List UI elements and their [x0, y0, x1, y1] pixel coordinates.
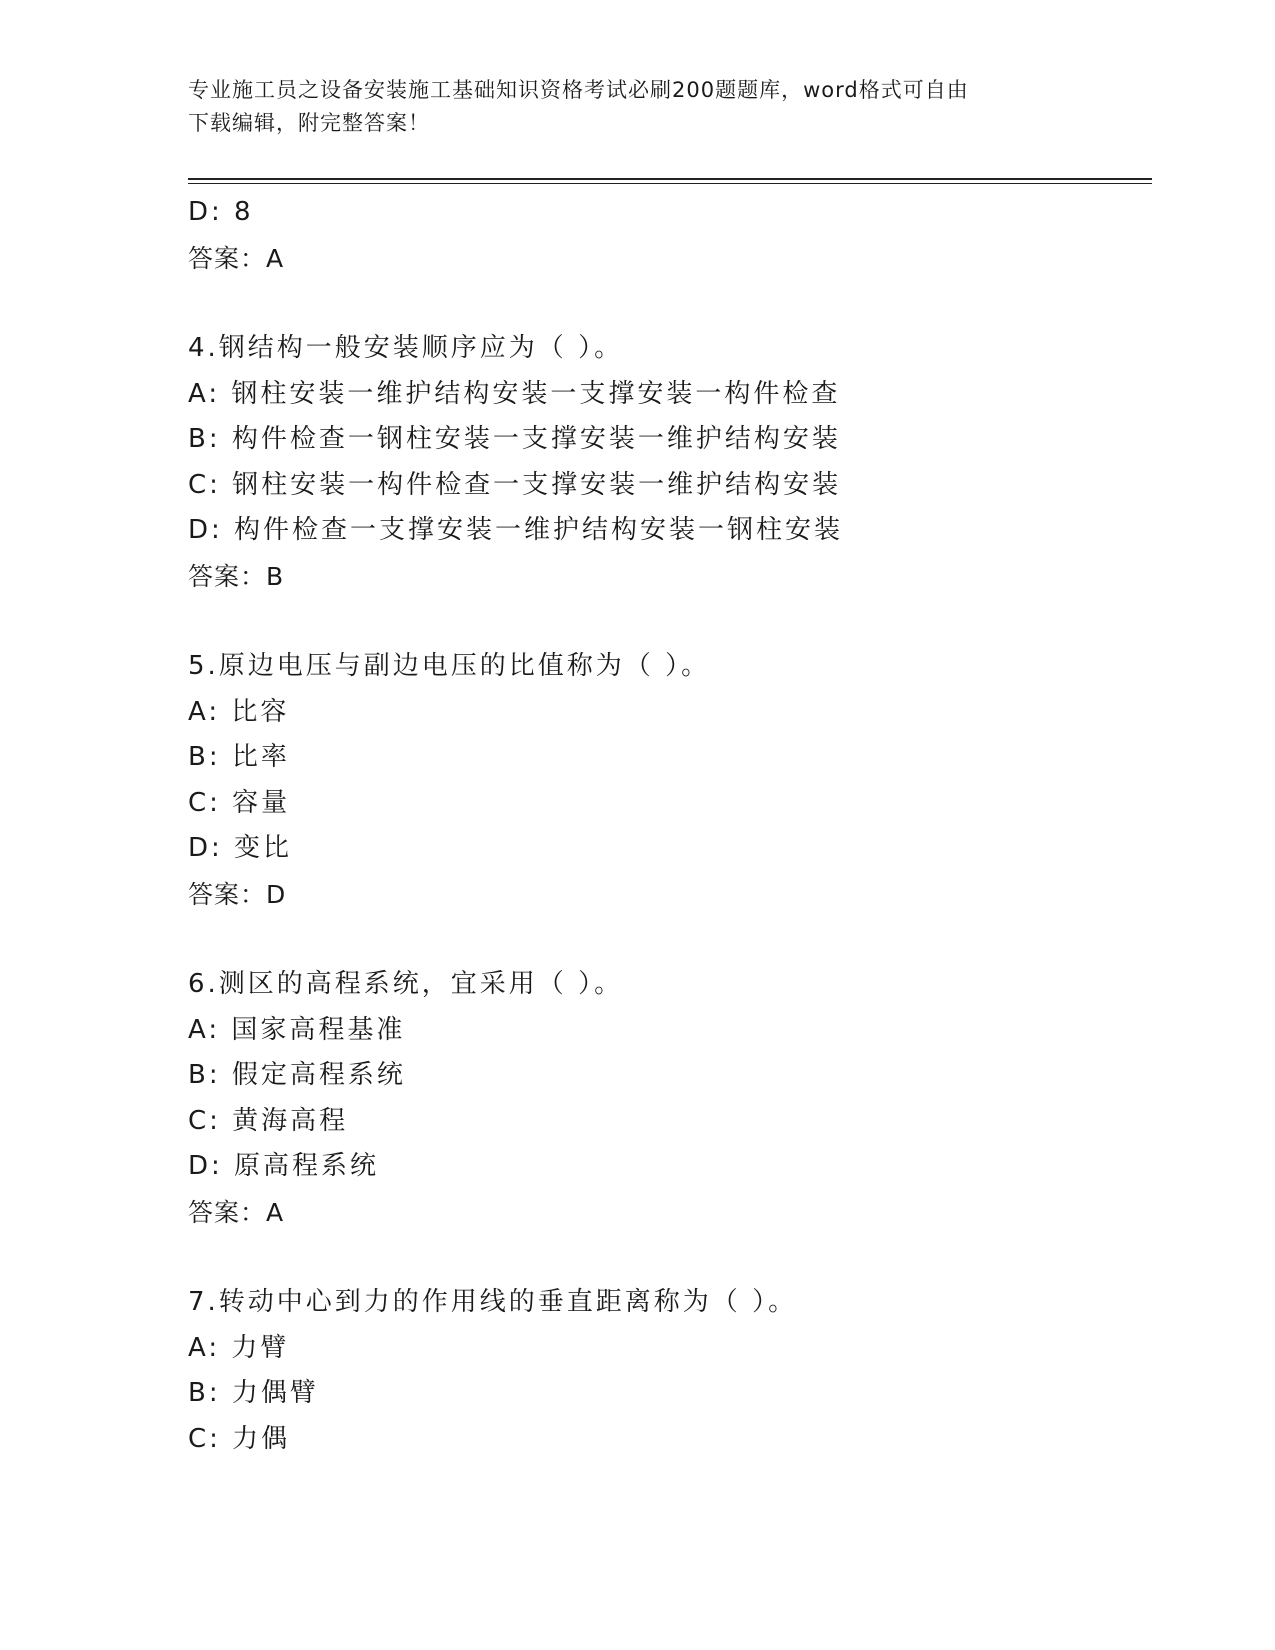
question-6: [188, 962, 1148, 1235]
header-divider-thick: [188, 178, 1152, 180]
option-b: B: 假定高程系统: [188, 1060, 406, 1090]
option-b: B: 构件检查一钢柱安装一支撑安装一维护结构安装: [188, 424, 841, 454]
option-d: D: 变比: [188, 833, 293, 863]
header-title-line-1: 专业施工员之设备安装施工基础知识资格考试必刷200题题库，word格式可自由: [188, 78, 969, 102]
option-b: B: 比率: [188, 742, 290, 772]
option-a: A: 力臂: [188, 1332, 290, 1363]
header-divider-thin: [188, 183, 1152, 184]
answer: 答案：D: [188, 879, 287, 909]
option-a: A: 比容: [188, 696, 290, 727]
question-5: [188, 644, 1148, 917]
answer: 答案：A: [188, 1197, 285, 1227]
option-c: C: 力偶: [188, 1423, 291, 1454]
option-c: C: 容量: [188, 787, 291, 818]
option-d: D: 原高程系统: [188, 1151, 380, 1181]
question-stem: 5.原边电压与副边电压的比值称为（ ）。: [188, 651, 711, 681]
question-content: [188, 190, 1148, 1462]
option-b: B: 力偶臂: [188, 1378, 319, 1408]
header-title-line-2: 下载编辑，附完整答案！: [188, 111, 430, 135]
option-c: C: 钢柱安装一构件检查一支撑安装一维护结构安装: [188, 469, 842, 500]
option-c: C: 黄海高程: [188, 1105, 349, 1136]
option-d: D: 构件检查一支撑安装一维护结构安装一钢柱安装: [188, 515, 844, 545]
option-a: A: 国家高程基准: [188, 1014, 406, 1045]
question-7: [188, 1280, 1148, 1462]
answer: 答案：A: [188, 243, 285, 273]
question-4: [188, 326, 1148, 599]
page-header: [188, 74, 1088, 140]
option-d: D: 8: [188, 197, 254, 227]
option-a: A: 钢柱安装一维护结构安装一支撑安装一构件检查: [188, 378, 841, 409]
previous-question-tail: [188, 190, 1148, 281]
question-stem: 6.测区的高程系统，宜采用（ ）。: [188, 969, 624, 999]
answer: 答案：B: [188, 561, 285, 591]
question-stem: 7.转动中心到力的作用线的垂直距离称为（ ）。: [188, 1287, 798, 1317]
question-stem: 4.钢结构一般安装顺序应为（ ）。: [188, 333, 624, 363]
